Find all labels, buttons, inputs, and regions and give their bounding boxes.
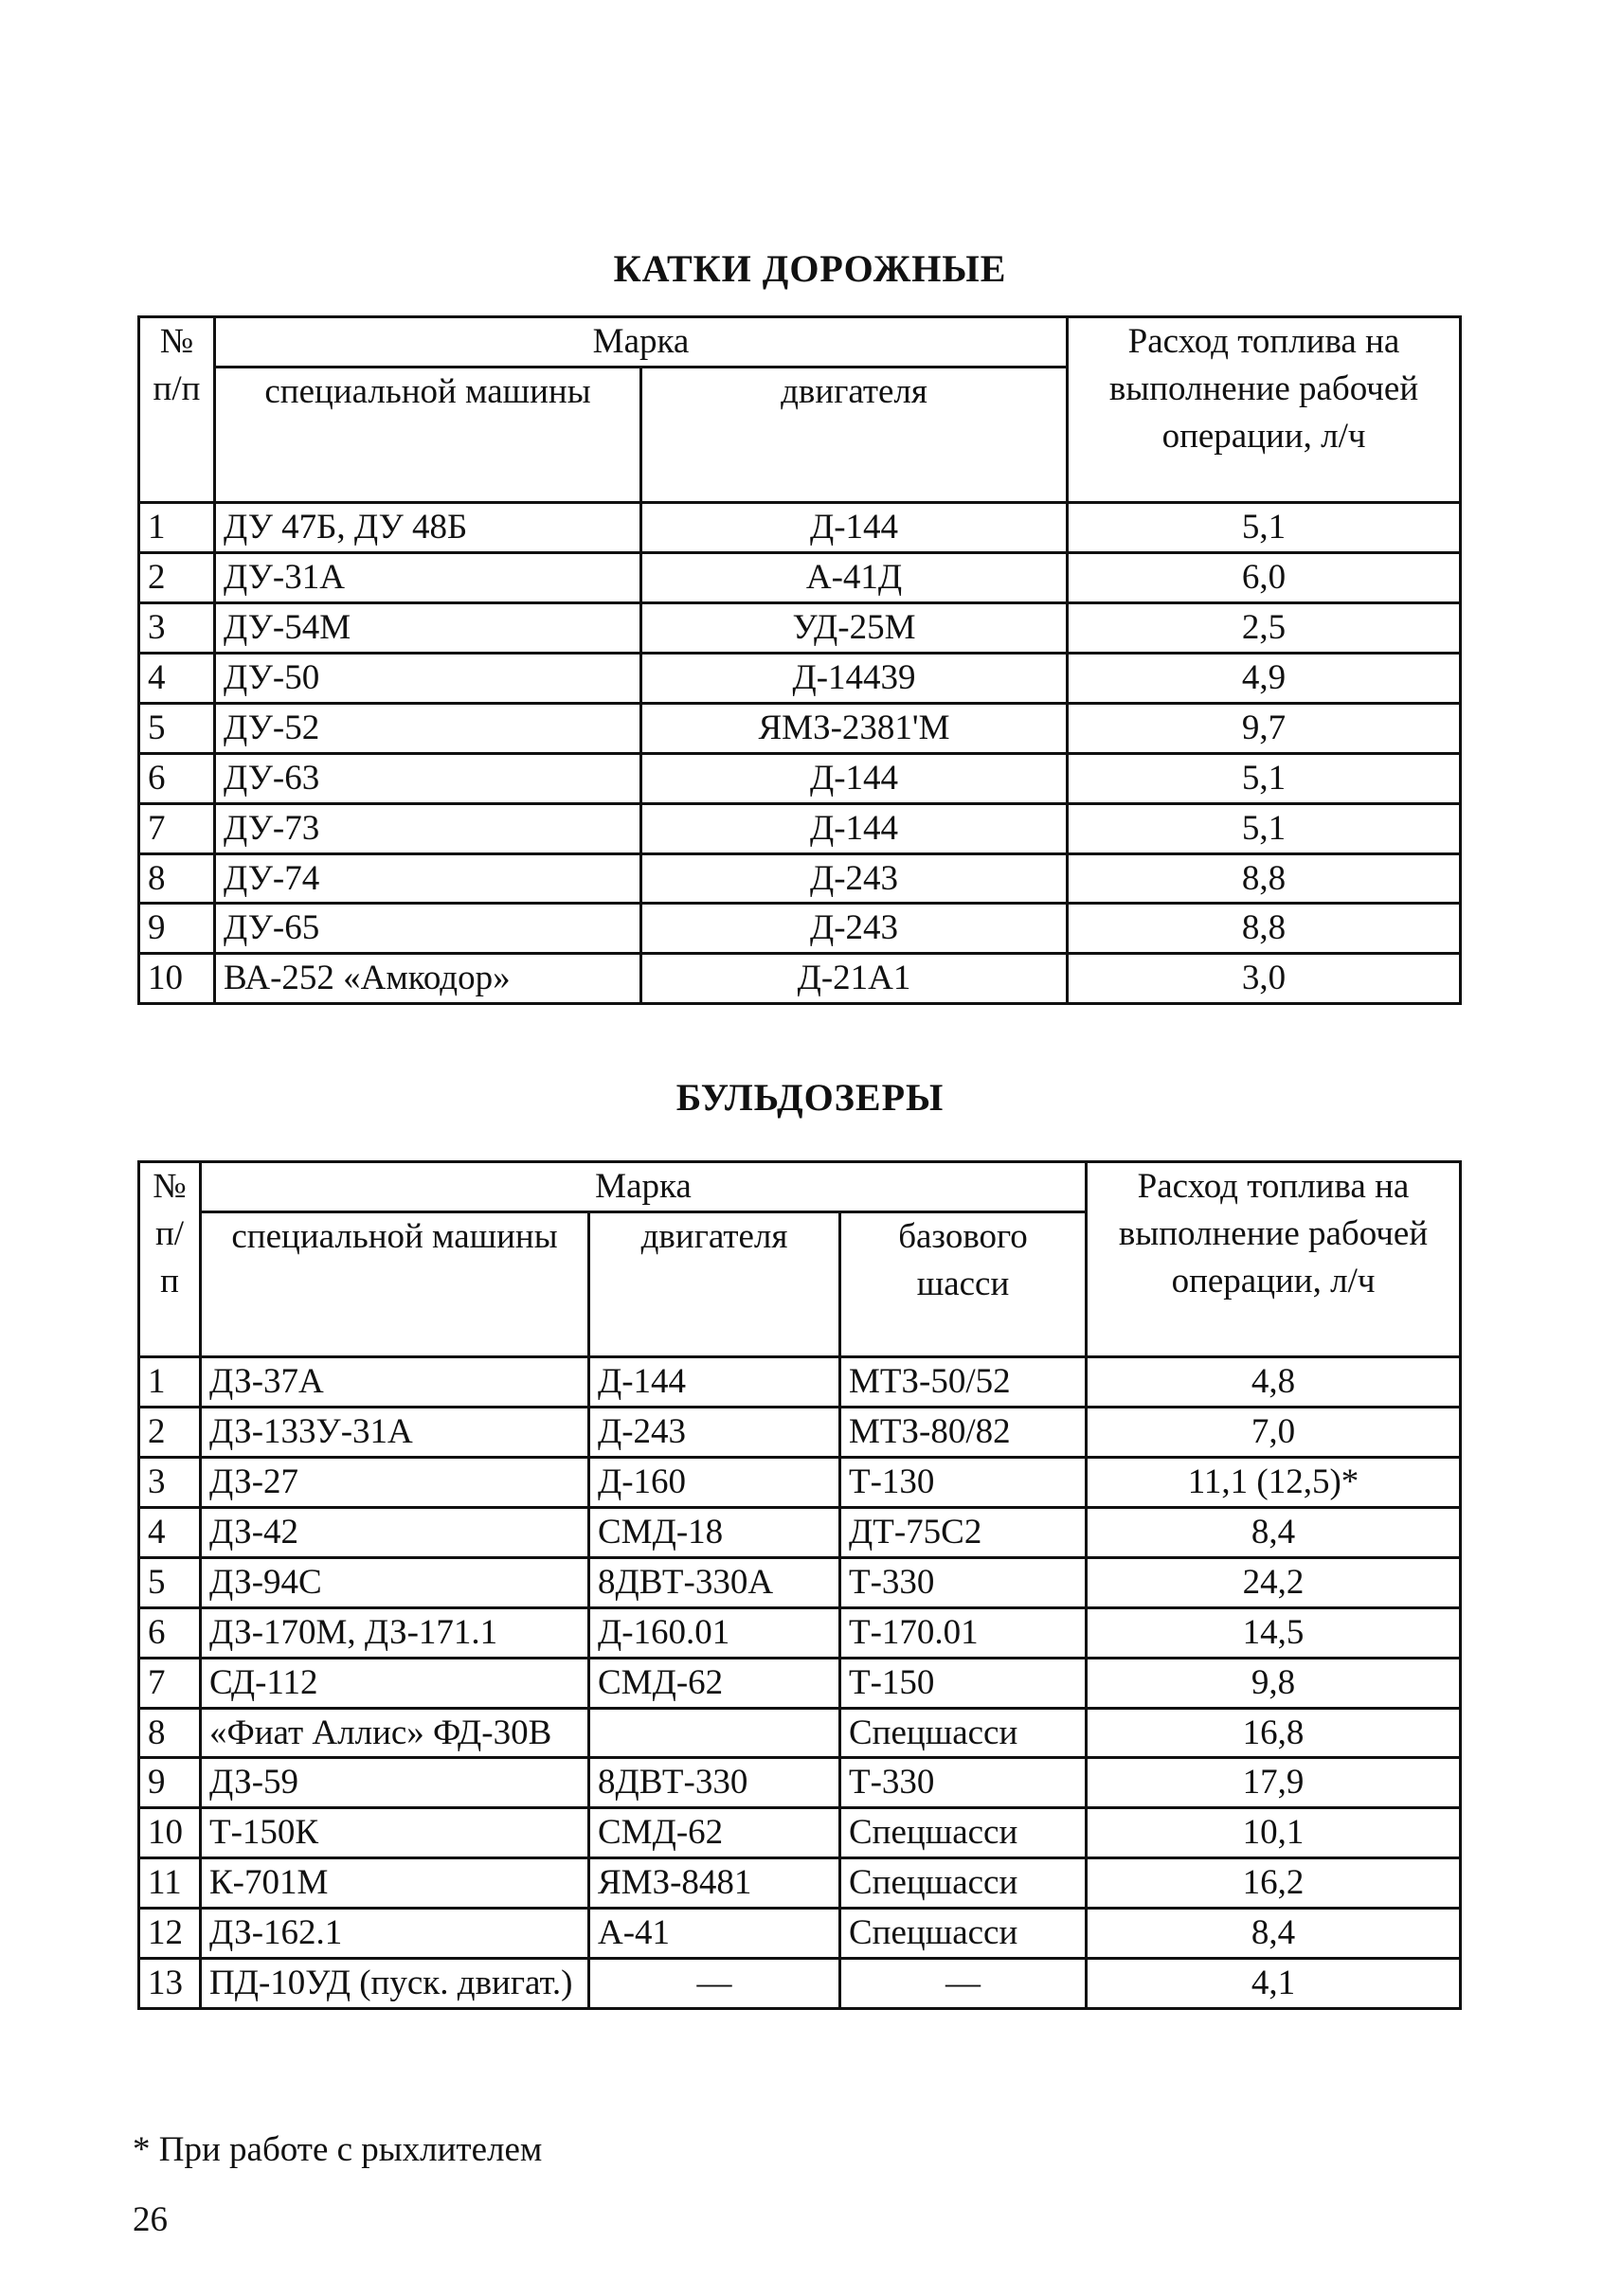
- cell-fuel: 6,0: [1068, 552, 1461, 602]
- cell-fuel: 9,8: [1087, 1658, 1461, 1708]
- header-brand: Марка: [215, 317, 1068, 368]
- cell-n: 7: [139, 1658, 201, 1708]
- road-rollers-table: [137, 315, 1462, 1005]
- cell-engine: —: [589, 1959, 840, 2009]
- cell-fuel: 2,5: [1068, 602, 1461, 653]
- cell-n: 4: [139, 1507, 201, 1557]
- table-row: [139, 904, 1461, 954]
- cell-machine: ДУ-54М: [215, 602, 641, 653]
- cell-engine: [589, 1708, 840, 1758]
- cell-n: 3: [139, 1457, 201, 1507]
- cell-machine: ДУ-52: [215, 703, 641, 753]
- cell-machine: СД-112: [201, 1658, 589, 1708]
- cell-n: 3: [139, 602, 215, 653]
- header-machine: специальной машины: [215, 367, 641, 502]
- header-machine: специальной машины: [201, 1211, 589, 1356]
- table2-title: БУЛЬДОЗЕРЫ: [675, 1076, 945, 1119]
- cell-n: 2: [139, 1407, 201, 1457]
- cell-machine: ДЗ-133У-31А: [201, 1407, 589, 1457]
- cell-n: 9: [139, 904, 215, 954]
- table-row: [139, 653, 1461, 703]
- table-row: [139, 602, 1461, 653]
- cell-engine: ЯМЗ-8481: [589, 1858, 840, 1909]
- cell-chassis: ДТ-75С2: [840, 1507, 1087, 1557]
- header-brand: Марка: [201, 1162, 1087, 1212]
- cell-machine: ДУ-50: [215, 653, 641, 703]
- cell-chassis: Т-130: [840, 1457, 1087, 1507]
- cell-chassis: Т-150: [840, 1658, 1087, 1708]
- cell-fuel: 4,9: [1068, 653, 1461, 703]
- cell-machine: ДЗ-37А: [201, 1356, 589, 1407]
- cell-fuel: 16,8: [1087, 1708, 1461, 1758]
- table-row: [139, 954, 1461, 1004]
- page-number: 26: [133, 2200, 168, 2239]
- cell-machine: «Фиат Аллис» ФД-30В: [201, 1708, 589, 1758]
- cell-fuel: 8,8: [1068, 904, 1461, 954]
- cell-machine: ДУ-65: [215, 904, 641, 954]
- cell-engine: 8ДВТ-330: [589, 1758, 840, 1808]
- cell-fuel: 5,1: [1068, 502, 1461, 552]
- cell-n: 7: [139, 803, 215, 853]
- table-row: [139, 853, 1461, 904]
- header-num: № п/п: [139, 317, 215, 503]
- cell-n: 1: [139, 502, 215, 552]
- cell-machine: ДЗ-162.1: [201, 1909, 589, 1959]
- cell-machine: ДЗ-27: [201, 1457, 589, 1507]
- table-row: [139, 1507, 1461, 1557]
- table-row: [139, 552, 1461, 602]
- cell-fuel: 14,5: [1087, 1607, 1461, 1658]
- cell-chassis: —: [840, 1959, 1087, 2009]
- cell-engine: Д-243: [641, 904, 1068, 954]
- table-row: [139, 1457, 1461, 1507]
- cell-engine: Д-144: [641, 753, 1068, 803]
- cell-fuel: 17,9: [1087, 1758, 1461, 1808]
- cell-machine: Т-150К: [201, 1808, 589, 1858]
- header-fuel: Расход топлива на выполнение рабочей операции, л/ч: [1087, 1162, 1461, 1357]
- cell-machine: ДУ-31А: [215, 552, 641, 602]
- cell-fuel: 7,0: [1087, 1407, 1461, 1457]
- cell-engine: Д-144: [641, 502, 1068, 552]
- table1-title: КАТКИ ДОРОЖНЫЕ: [613, 247, 1007, 290]
- cell-n: 8: [139, 1708, 201, 1758]
- cell-engine: Д-144: [641, 803, 1068, 853]
- cell-fuel: 8,8: [1068, 853, 1461, 904]
- cell-chassis: Спецшасси: [840, 1708, 1087, 1758]
- footnote: * При работе с рыхлителем: [133, 2130, 543, 2169]
- bulldozers-table: [137, 1160, 1462, 2010]
- cell-fuel: 5,1: [1068, 753, 1461, 803]
- cell-chassis: Спецшасси: [840, 1909, 1087, 1959]
- cell-engine: ЯМЗ-2381'М: [641, 703, 1068, 753]
- cell-n: 12: [139, 1909, 201, 1959]
- header-num: № п/п: [139, 1162, 201, 1357]
- cell-chassis: МТЗ-80/82: [840, 1407, 1087, 1457]
- cell-machine: ДУ-74: [215, 853, 641, 904]
- table-row: [139, 753, 1461, 803]
- cell-n: 5: [139, 703, 215, 753]
- table-row: [139, 502, 1461, 552]
- cell-fuel: 5,1: [1068, 803, 1461, 853]
- table-row: [139, 1407, 1461, 1457]
- cell-machine: ДЗ-59: [201, 1758, 589, 1808]
- table-row: [139, 803, 1461, 853]
- cell-n: 9: [139, 1758, 201, 1808]
- cell-fuel: 3,0: [1068, 954, 1461, 1004]
- cell-n: 6: [139, 1607, 201, 1658]
- cell-fuel: 24,2: [1087, 1557, 1461, 1607]
- cell-machine: ВА-252 «Амкодор»: [215, 954, 641, 1004]
- cell-n: 2: [139, 552, 215, 602]
- cell-machine: ДЗ-94С: [201, 1557, 589, 1607]
- cell-fuel: 4,8: [1087, 1356, 1461, 1407]
- cell-n: 10: [139, 954, 215, 1004]
- header-fuel: Расход топлива на выполнение рабочей операции, л/ч: [1068, 317, 1461, 503]
- cell-machine: ДУ 47Б, ДУ 48Б: [215, 502, 641, 552]
- cell-fuel: 4,1: [1087, 1959, 1461, 2009]
- cell-fuel: 10,1: [1087, 1808, 1461, 1858]
- cell-chassis: МТЗ-50/52: [840, 1356, 1087, 1407]
- cell-fuel: 11,1 (12,5)*: [1087, 1457, 1461, 1507]
- cell-engine: СМД-62: [589, 1808, 840, 1858]
- cell-chassis: Спецшасси: [840, 1858, 1087, 1909]
- cell-machine: ДЗ-42: [201, 1507, 589, 1557]
- table-row: [139, 1708, 1461, 1758]
- cell-engine: Д-160.01: [589, 1607, 840, 1658]
- cell-fuel: 8,4: [1087, 1507, 1461, 1557]
- cell-engine: Д-21А1: [641, 954, 1068, 1004]
- cell-machine: К-701М: [201, 1858, 589, 1909]
- cell-n: 6: [139, 753, 215, 803]
- cell-chassis: Т-170.01: [840, 1607, 1087, 1658]
- cell-n: 10: [139, 1808, 201, 1858]
- header-engine: двигателя: [589, 1211, 840, 1356]
- cell-machine: ДЗ-170М, ДЗ-171.1: [201, 1607, 589, 1658]
- cell-engine: А-41: [589, 1909, 840, 1959]
- table-row: [139, 703, 1461, 753]
- cell-fuel: 16,2: [1087, 1858, 1461, 1909]
- cell-engine: Д-243: [641, 853, 1068, 904]
- cell-engine: УД-25М: [641, 602, 1068, 653]
- table-row: [139, 1356, 1461, 1407]
- cell-machine: ДУ-63: [215, 753, 641, 803]
- cell-engine: СМД-62: [589, 1658, 840, 1708]
- cell-engine: 8ДВТ-330А: [589, 1557, 840, 1607]
- cell-n: 8: [139, 853, 215, 904]
- cell-engine: Д-14439: [641, 653, 1068, 703]
- cell-engine: Д-160: [589, 1457, 840, 1507]
- cell-chassis: Спецшасси: [840, 1808, 1087, 1858]
- cell-machine: ДУ-73: [215, 803, 641, 853]
- cell-n: 1: [139, 1356, 201, 1407]
- cell-engine: Д-243: [589, 1407, 840, 1457]
- cell-n: 5: [139, 1557, 201, 1607]
- table-row: [139, 1758, 1461, 1808]
- cell-chassis: Т-330: [840, 1758, 1087, 1808]
- table-row: [139, 1607, 1461, 1658]
- table-row: [139, 1909, 1461, 1959]
- header-chassis: базового шасси: [840, 1211, 1087, 1356]
- table-row: [139, 1858, 1461, 1909]
- header-engine: двигателя: [641, 367, 1068, 502]
- cell-engine: СМД-18: [589, 1507, 840, 1557]
- cell-machine: ПД-10УД (пуск. двигат.): [201, 1959, 589, 2009]
- cell-n: 11: [139, 1858, 201, 1909]
- cell-n: 13: [139, 1959, 201, 2009]
- cell-n: 4: [139, 653, 215, 703]
- table-row: [139, 1557, 1461, 1607]
- cell-fuel: 9,7: [1068, 703, 1461, 753]
- table-row: [139, 1959, 1461, 2009]
- cell-chassis: Т-330: [840, 1557, 1087, 1607]
- table-row: [139, 1658, 1461, 1708]
- table-row: [139, 1808, 1461, 1858]
- cell-fuel: 8,4: [1087, 1909, 1461, 1959]
- cell-engine: Д-144: [589, 1356, 840, 1407]
- cell-engine: А-41Д: [641, 552, 1068, 602]
